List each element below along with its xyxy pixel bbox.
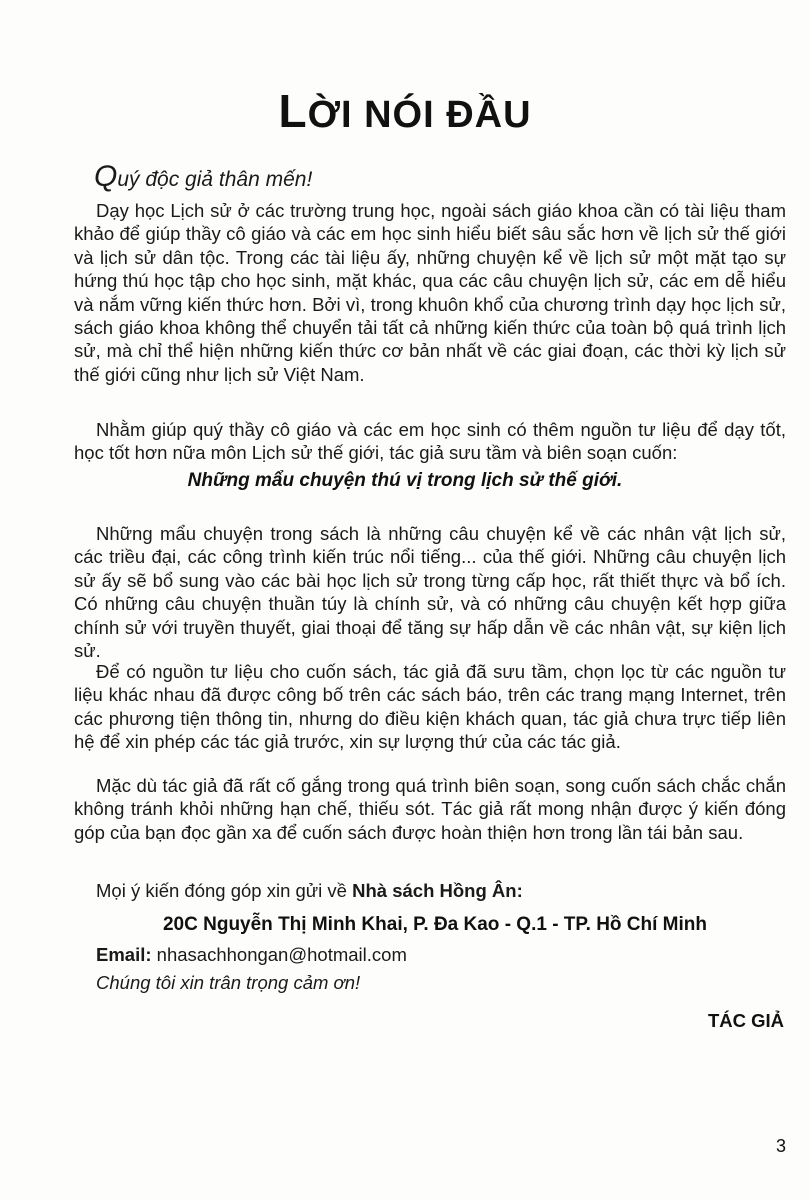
- greeting-initial: Q: [94, 160, 118, 193]
- thanks-line: Chúng tôi xin trân trọng cảm ơn!: [96, 972, 361, 993]
- paragraph-text: Những mẩu chuyện trong sách là những câu chuyện kể về các nhân vật lịch sử, các triều đại, các công trình kiến trúc nổi tiếng... của thế giới. Những câu chuyện lịch sử ấy sẽ bổ sung vào các bài học lịch sử trong từng cấp học, rất thiết thực và bổ ích. Có những câu chuyện thuần túy là chính sử, và có những câu chuyện kết hợp giữa chính sử với truyền thuyết, giai thoại để tăng sự hấp dẫn về các nhân vật, sự kiện lịch sử.: [74, 523, 786, 662]
- email-line: [96, 944, 407, 966]
- author-signature: TÁC GIẢ: [707, 1010, 784, 1031]
- page-number: 3: [775, 1136, 786, 1156]
- paragraph-text: Nhằm giúp quý thầy cô giáo và các em học sinh có thêm nguồn tư liệu để dạy tốt, học tốt hơn nữa môn Lịch sử thế giới, tác giả sưu tầm và biên soạn cuốn:: [74, 419, 786, 464]
- greeting-rest: uý độc giả thân mến!: [117, 168, 313, 191]
- paragraph-purpose: [74, 418, 786, 465]
- book-title: Những mẩu chuyện thú vị trong lịch sử thế giới.: [187, 470, 623, 491]
- email-label: Email:: [96, 944, 152, 965]
- title-rest: ỜI NÓI ĐẦU: [307, 94, 532, 136]
- paragraph-feedback: [74, 774, 786, 844]
- greeting: [94, 160, 312, 194]
- publisher-address: 20C Nguyễn Thị Minh Khai, P. Đa Kao - Q.1 - TP. Hồ Chí Minh: [162, 914, 707, 935]
- paragraph-text: Mặc dù tác giả đã rất cố gắng trong quá trình biên soạn, song cuốn sách chắc chắn không tránh khỏi những hạn chế, thiếu sót. Tác giả rất mong nhận được ý kiến đóng góp của bạn đọc gần xa để cuốn sách được hoàn thiện hơn trong lần tái bản sau.: [74, 775, 786, 843]
- paragraph-sources: [74, 660, 786, 754]
- publisher-name: Nhà sách Hồng Ân:: [352, 880, 523, 901]
- email-value: nhasachhongan@hotmail.com: [151, 944, 407, 965]
- paragraph-text: Dạy học Lịch sử ở các trường trung học, ngoài sách giáo khoa cần có tài liệu tham khảo để giúp thầy cô giáo và các em học sinh hiểu biết sâu sắc hơn về lịch sử thế giới và lịch sử dân tộc. Trong các tài liệu ấy, những chuyện kể về lịch sử một mặt tạo sự hứng thú học tập cho học sinh, mặt khác, qua các câu chuyện lịch sử, các em dễ hiểu và nắm vững kiến thức hơn. Bởi vì, trong khuôn khổ của chương trình dạy học lịch sử, sách giáo khoa không thể chuyển tải tất cả những kiến thức của toàn bộ quá trình lịch sử, mà chỉ thể hiện những kiến thức cơ bản nhất về các giai đoạn, các thời kỳ lịch sử thế giới cũng như lịch sử Việt Nam.: [74, 200, 786, 385]
- page-title: [0, 84, 810, 138]
- paragraph-intro: [74, 199, 786, 386]
- paragraph-content: [74, 522, 786, 662]
- paragraph-text: Để có nguồn tư liệu cho cuốn sách, tác giả đã sưu tầm, chọn lọc từ các nguồn tư liệu khác nhau đã được công bố trên các sách báo, trên các trang mạng Internet, trên các phương tiện thông tin, nhưng do điều kiện khách quan, tác giả chưa trực tiếp liên hệ để xin phép các tác giả trước, xin sự lượng thứ của các tác giả.: [74, 661, 786, 753]
- contact-intro: Mọi ý kiến đóng góp xin gửi về: [96, 880, 353, 901]
- title-initial: L: [278, 85, 308, 137]
- contact-line: [96, 880, 523, 902]
